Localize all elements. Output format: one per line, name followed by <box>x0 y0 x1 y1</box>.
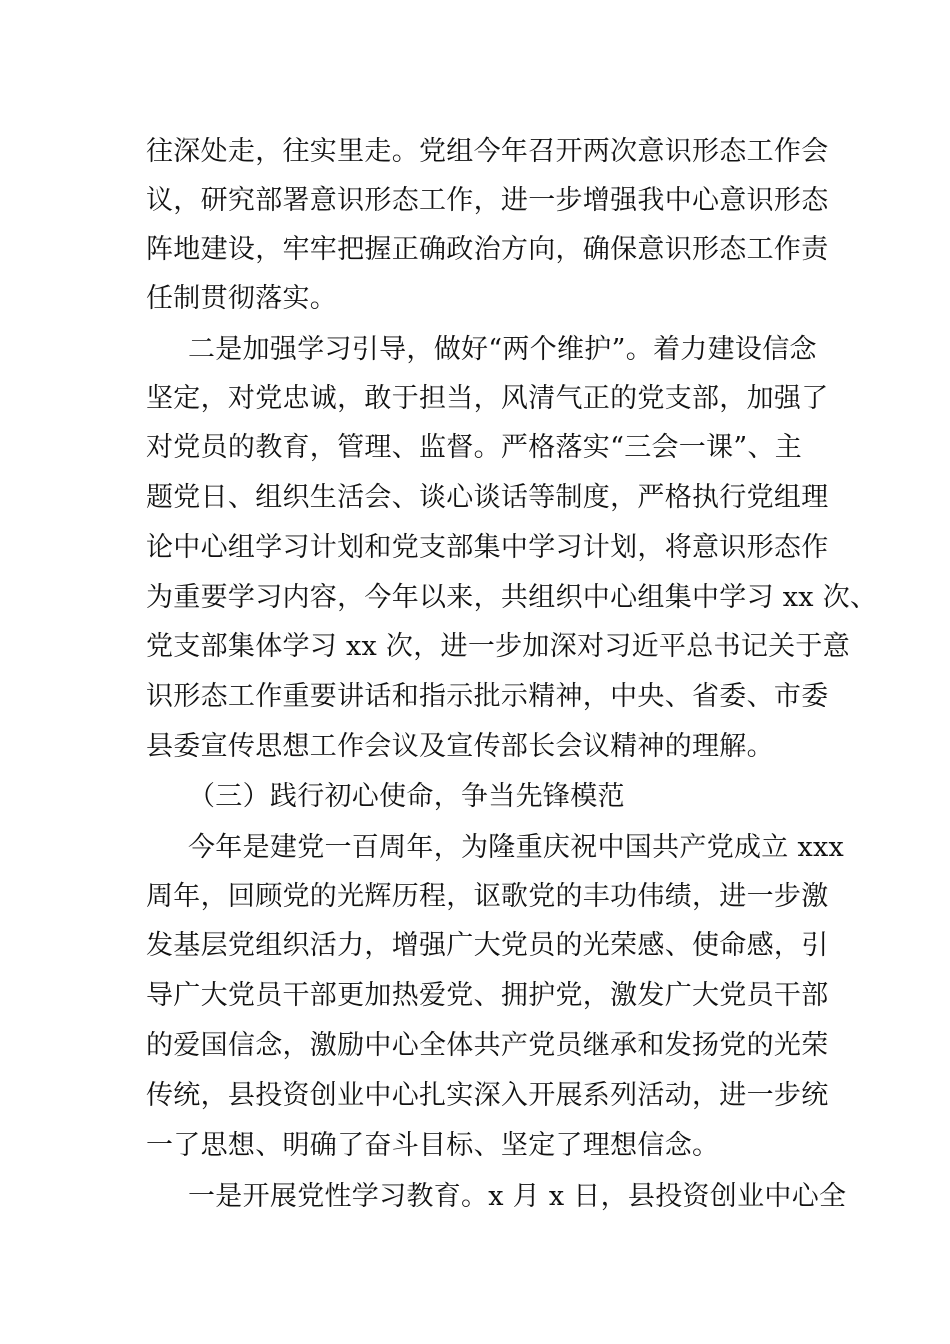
text-line: 传统，县投资创业中心扎实深入开展系列活动，进一步统 <box>146 1080 829 1111</box>
text-line: 党支部集体学习 xx 次，进一步加深对习近平总书记关于意 <box>146 631 851 662</box>
text-line: 发基层党组织活力，增强广大党员的光荣感、使命感，引 <box>146 930 829 961</box>
text-line: 一了思想、明确了奋斗目标、坚定了理想信念。 <box>146 1130 720 1161</box>
text-line: 识形态工作重要讲话和指示批示精神，中央、省委、市委 <box>146 681 829 712</box>
text-line: 的爱国信念，激励中心全体共产党员继承和发扬党的光荣 <box>146 1030 829 1061</box>
paragraph-first-line: 一是开展党性学习教育。x 月 x 日，县投资创业中心全 <box>188 1181 847 1212</box>
text-line: 导广大党员干部更加热爱党、拥护党，激发广大党员干部 <box>146 980 829 1011</box>
text-line: 题党日、组织生活会、谈心谈话等制度，严格执行党组理 <box>146 482 829 513</box>
text-line: 议，研究部署意识形态工作，进一步增强我中心意识形态 <box>146 185 829 216</box>
text-line: 任制贯彻落实。 <box>146 283 338 314</box>
section-heading: （三）践行初心使命，争当先锋模范 <box>188 781 625 812</box>
text-line: 周年，回顾党的光辉历程，讴歌党的丰功伟绩，进一步激 <box>146 881 829 912</box>
text-line: 县委宣传思想工作会议及宣传部长会议精神的理解。 <box>146 731 774 762</box>
text-line: 论中心组学习计划和党支部集中学习计划，将意识形态作 <box>146 532 829 563</box>
text-line: 对党员的教育，管理、监督。严格落实“三会一课”、主 <box>146 432 803 463</box>
paragraph-first-line: 二是加强学习引导，做好“两个维护”。着力建设信念 <box>188 334 817 365</box>
text-line: 为重要学习内容，今年以来，共组织中心组集中学习 xx 次、 <box>146 582 878 613</box>
paragraph-first-line: 今年是建党一百周年，为隆重庆祝中国共产党成立 xxx <box>188 832 845 863</box>
text-line: 阵地建设，牢牢把握正确政治方向，确保意识形态工作责 <box>146 234 829 265</box>
text-line: 往深处走，往实里走。党组今年召开两次意识形态工作会 <box>146 136 829 167</box>
text-line: 坚定，对党忠诚，敢于担当，风清气正的党支部，加强了 <box>146 383 829 414</box>
